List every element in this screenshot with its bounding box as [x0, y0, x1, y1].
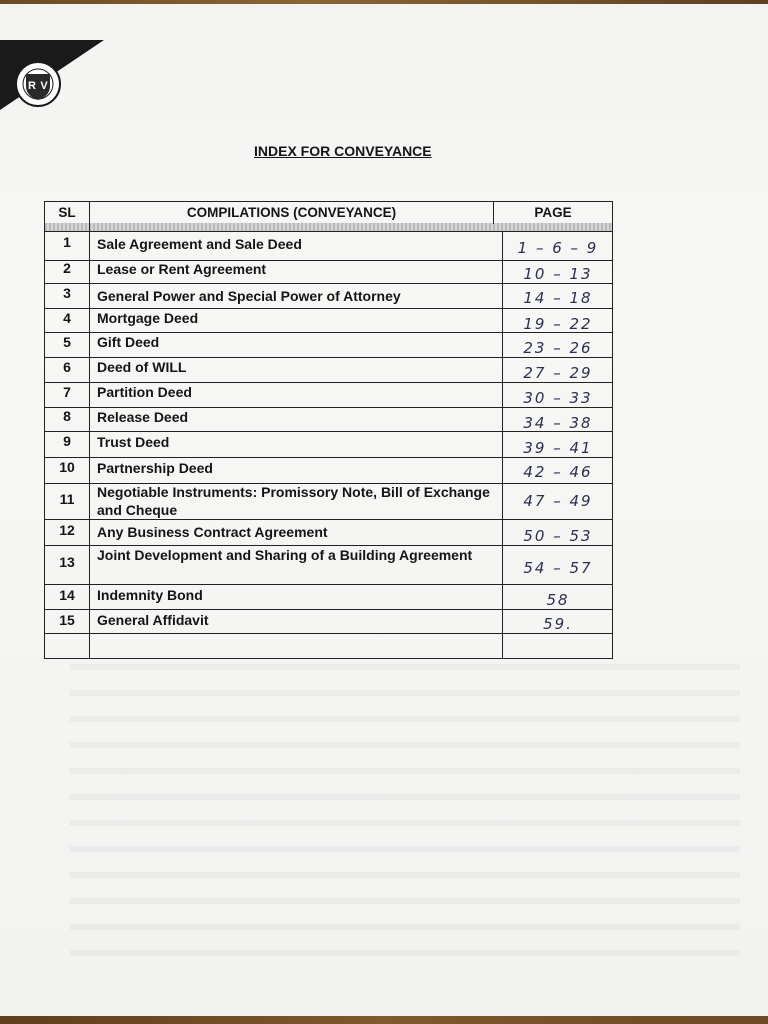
table-rule — [44, 584, 613, 585]
row-sl: 3 — [63, 285, 71, 301]
row-title: General Affidavit — [97, 612, 209, 628]
row-sl: 8 — [63, 408, 71, 424]
row-title: Any Business Contract Agreement — [97, 524, 328, 540]
row-page-handwritten: 23 – 26 — [523, 339, 593, 357]
row-sl: 11 — [59, 491, 75, 507]
reverse-side-bleed — [70, 664, 740, 964]
header-shade-band — [45, 223, 612, 231]
row-page-handwritten: 42 – 46 — [523, 463, 593, 481]
row-sl: 9 — [63, 433, 71, 449]
index-table — [44, 201, 613, 659]
row-sl: 7 — [63, 384, 71, 400]
table-rule — [612, 201, 613, 659]
row-title: Partnership Deed — [97, 460, 213, 476]
row-sl: 2 — [63, 260, 71, 276]
table-rule — [44, 519, 613, 520]
table-rule — [44, 609, 613, 610]
row-page-handwritten: 10 – 13 — [523, 265, 593, 283]
row-title: Sale Agreement and Sale Deed — [97, 236, 302, 252]
row-sl: 10 — [59, 459, 75, 475]
table-rule — [44, 231, 613, 232]
row-sl: 15 — [59, 612, 75, 628]
row-page-handwritten: 54 – 57 — [523, 559, 593, 577]
row-title: Lease or Rent Agreement — [97, 261, 267, 277]
table-surface-bottom — [0, 1016, 768, 1024]
table-rule — [502, 231, 503, 659]
row-sl: 4 — [63, 310, 71, 326]
page-title: INDEX FOR CONVEYANCE — [254, 143, 432, 159]
row-page-handwritten: 59. — [543, 615, 573, 633]
row-sl: 1 — [63, 234, 71, 250]
row-title: Joint Development and Sharing of a Building Agreement — [97, 547, 473, 563]
row-sl: 14 — [59, 587, 75, 603]
row-sl: 6 — [63, 359, 71, 375]
table-rule — [44, 283, 613, 284]
column-header-page: PAGE — [534, 205, 572, 220]
row-page-handwritten: 14 – 18 — [523, 289, 593, 307]
table-rule — [44, 201, 613, 202]
row-page-handwritten: 47 – 49 — [523, 492, 593, 510]
row-page-handwritten: 39 – 41 — [523, 439, 593, 457]
row-page-handwritten: 19 – 22 — [523, 315, 593, 333]
svg-text:R: R — [28, 80, 36, 92]
row-title: Negotiable Instruments: Promissory Note, Bill of Exchange and Cheque — [97, 484, 490, 518]
table-rule — [44, 658, 613, 659]
row-title: Gift Deed — [97, 334, 160, 350]
row-title: General Power and Special Power of Attorney — [97, 288, 401, 304]
row-sl: 12 — [59, 522, 75, 538]
row-page-handwritten: 50 – 53 — [523, 527, 593, 545]
column-header-compilations: COMPILATIONS (CONVEYANCE) — [186, 205, 397, 220]
row-title: Mortgage Deed — [97, 310, 199, 326]
svg-text:V: V — [40, 80, 48, 92]
row-title: Trust Deed — [97, 434, 170, 450]
row-page-handwritten: 58 — [546, 591, 570, 609]
row-title: Indemnity Bond — [97, 587, 203, 603]
row-page-handwritten: 30 – 33 — [523, 389, 593, 407]
table-rule — [44, 457, 613, 458]
row-title: Partition Deed — [97, 384, 192, 400]
table-rule — [44, 633, 613, 634]
row-title: Deed of WILL — [97, 359, 187, 375]
column-header-sl: SL — [58, 205, 76, 220]
rv-institutions-seal-icon — [4, 60, 66, 110]
row-page-handwritten: 34 – 38 — [523, 414, 593, 432]
row-page-handwritten: 1 – 6 – 9 — [517, 239, 599, 257]
row-sl: 5 — [63, 334, 71, 350]
row-sl: 13 — [59, 554, 75, 570]
row-page-handwritten: 27 – 29 — [523, 364, 593, 382]
row-title: Release Deed — [97, 409, 189, 425]
